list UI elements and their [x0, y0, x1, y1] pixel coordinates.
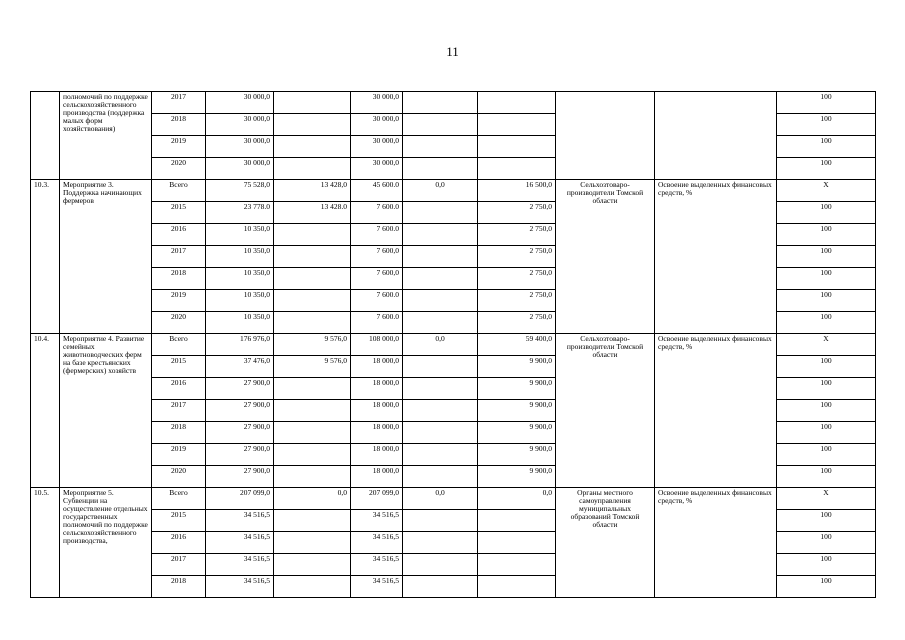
activity-name: полномочий по поддержке сельскохозяйственного производства (поддержка малых форм хозяйствования): [60, 92, 152, 180]
year-cell: 2015: [152, 356, 206, 378]
total-cell: 27 900,0: [206, 378, 274, 400]
regional-cell: 34 516,5: [351, 510, 403, 532]
executor-cell: Сельхозтоваро-производители Томской области: [556, 334, 655, 488]
extra-budget-cell: 2 750,0: [478, 246, 556, 268]
year-cell: 2016: [152, 224, 206, 246]
regional-cell: 7 600.0: [351, 224, 403, 246]
local-cell: [403, 246, 478, 268]
table-row: [31, 180, 876, 202]
regional-cell: 34 516,5: [351, 532, 403, 554]
extra-budget-cell: 2 750,0: [478, 224, 556, 246]
indicator-value-cell: 100: [777, 92, 876, 114]
total-cell: 10 350,0: [206, 312, 274, 334]
local-cell: [403, 378, 478, 400]
local-cell: [403, 202, 478, 224]
year-cell: 2017: [152, 554, 206, 576]
year-cell: 2019: [152, 136, 206, 158]
total-cell: 27 900,0: [206, 400, 274, 422]
local-cell: 0,0: [403, 180, 478, 202]
federal-cell: 13 428.0: [274, 202, 351, 224]
extra-budget-cell: [478, 576, 556, 598]
local-cell: [403, 422, 478, 444]
table-row: [31, 334, 876, 356]
regional-cell: 30 000,0: [351, 158, 403, 180]
federal-cell: [274, 268, 351, 290]
extra-budget-cell: 9 900,0: [478, 422, 556, 444]
year-cell: Всего: [152, 180, 206, 202]
total-cell: 34 516,5: [206, 510, 274, 532]
extra-budget-cell: 2 750,0: [478, 290, 556, 312]
indicator-value-cell: 100: [777, 400, 876, 422]
local-cell: [403, 400, 478, 422]
indicator-cell: Освоение выделенных финансовых средств, %: [655, 180, 777, 334]
year-cell: 2019: [152, 290, 206, 312]
indicator-value-cell: 100: [777, 444, 876, 466]
extra-budget-cell: [478, 92, 556, 114]
year-cell: 2020: [152, 466, 206, 488]
activity-number: 10.3.: [31, 180, 60, 334]
regional-cell: 207 099,0: [351, 488, 403, 510]
indicator-value-cell: 100: [777, 136, 876, 158]
extra-budget-cell: 59 400,0: [478, 334, 556, 356]
regional-cell: 30 000,0: [351, 114, 403, 136]
regional-cell: 7 600.0: [351, 312, 403, 334]
regional-cell: 30 000,0: [351, 136, 403, 158]
total-cell: 207 099,0: [206, 488, 274, 510]
total-cell: 30 000,0: [206, 158, 274, 180]
indicator-value-cell: 100: [777, 202, 876, 224]
federal-cell: [274, 224, 351, 246]
page-number: 11: [446, 44, 459, 59]
local-cell: [403, 268, 478, 290]
indicator-value-cell: 100: [777, 268, 876, 290]
indicator-value-cell: 100: [777, 224, 876, 246]
extra-budget-cell: [478, 510, 556, 532]
indicator-value-cell: 100: [777, 114, 876, 136]
local-cell: [403, 510, 478, 532]
table-row: [31, 92, 876, 114]
local-cell: [403, 290, 478, 312]
regional-cell: 18 000,0: [351, 444, 403, 466]
indicator-cell: [655, 92, 777, 180]
activity-name: Мероприятие 4. Развитие семейных животноводческих ферм на базе крестьянских (фермерских) хозяйств: [60, 334, 152, 488]
local-cell: [403, 444, 478, 466]
federal-cell: [274, 422, 351, 444]
extra-budget-cell: 9 900,0: [478, 400, 556, 422]
indicator-value-cell: 100: [777, 554, 876, 576]
total-cell: 27 900,0: [206, 444, 274, 466]
year-cell: 2017: [152, 92, 206, 114]
regional-cell: 7 600,0: [351, 268, 403, 290]
total-cell: 10 350,0: [206, 268, 274, 290]
extra-budget-cell: 2 750,0: [478, 202, 556, 224]
total-cell: 34 516,5: [206, 576, 274, 598]
federal-cell: 13 428,0: [274, 180, 351, 202]
extra-budget-cell: 16 500,0: [478, 180, 556, 202]
year-cell: 2018: [152, 268, 206, 290]
extra-budget-cell: [478, 136, 556, 158]
local-cell: [403, 136, 478, 158]
local-cell: [403, 92, 478, 114]
federal-cell: [274, 312, 351, 334]
activity-name: Мероприятие 3. Поддержка начинающих фермеров: [60, 180, 152, 334]
year-cell: 2016: [152, 532, 206, 554]
federal-cell: [274, 136, 351, 158]
indicator-value-cell: 100: [777, 576, 876, 598]
regional-cell: 45 600.0: [351, 180, 403, 202]
federal-cell: [274, 290, 351, 312]
regional-cell: 108 000,0: [351, 334, 403, 356]
indicator-value-cell: X: [777, 180, 876, 202]
activity-number: 10.5.: [31, 488, 60, 598]
total-cell: 75 528,0: [206, 180, 274, 202]
total-cell: 23 778.0: [206, 202, 274, 224]
local-cell: 0,0: [403, 488, 478, 510]
regional-cell: 18 000,0: [351, 356, 403, 378]
extra-budget-cell: 2 750,0: [478, 312, 556, 334]
year-cell: Всего: [152, 334, 206, 356]
local-cell: [403, 312, 478, 334]
year-cell: 2020: [152, 312, 206, 334]
year-cell: 2018: [152, 114, 206, 136]
total-cell: 10 350,0: [206, 290, 274, 312]
total-cell: 34 516,5: [206, 554, 274, 576]
indicator-cell: Освоение выделенных финансовых средств, %: [655, 488, 777, 598]
total-cell: 10 350,0: [206, 224, 274, 246]
federal-cell: [274, 554, 351, 576]
extra-budget-cell: 9 900,0: [478, 378, 556, 400]
local-cell: [403, 532, 478, 554]
federal-cell: [274, 444, 351, 466]
year-cell: Всего: [152, 488, 206, 510]
year-cell: 2019: [152, 444, 206, 466]
federal-cell: [274, 532, 351, 554]
local-cell: [403, 356, 478, 378]
regional-cell: 7 600.0: [351, 290, 403, 312]
indicator-value-cell: 100: [777, 378, 876, 400]
federal-cell: 9 576,0: [274, 356, 351, 378]
year-cell: 2015: [152, 202, 206, 224]
extra-budget-cell: 0,0: [478, 488, 556, 510]
federal-cell: [274, 400, 351, 422]
local-cell: [403, 158, 478, 180]
year-cell: 2018: [152, 422, 206, 444]
indicator-value-cell: 100: [777, 510, 876, 532]
federal-cell: [274, 466, 351, 488]
indicator-cell: Освоение выделенных финансовых средств, %: [655, 334, 777, 488]
regional-cell: 34 516,5: [351, 576, 403, 598]
local-cell: [403, 114, 478, 136]
indicator-value-cell: 100: [777, 466, 876, 488]
regional-cell: 18 000,0: [351, 400, 403, 422]
federal-cell: [274, 378, 351, 400]
year-cell: 2016: [152, 378, 206, 400]
total-cell: 27 900,0: [206, 466, 274, 488]
year-cell: 2015: [152, 510, 206, 532]
federal-cell: [274, 510, 351, 532]
activity-number: 10.4.: [31, 334, 60, 488]
extra-budget-cell: [478, 532, 556, 554]
indicator-value-cell: 100: [777, 246, 876, 268]
executor-cell: [556, 92, 655, 180]
year-cell: 2017: [152, 246, 206, 268]
extra-budget-cell: 9 900,0: [478, 466, 556, 488]
budget-table: [30, 91, 876, 598]
indicator-value-cell: 100: [777, 422, 876, 444]
regional-cell: 34 516,5: [351, 554, 403, 576]
total-cell: 34 516,5: [206, 532, 274, 554]
regional-cell: 7 600,0: [351, 246, 403, 268]
local-cell: [403, 576, 478, 598]
executor-cell: Сельхозтоваро-производители Томской области: [556, 180, 655, 334]
activity-number: [31, 92, 60, 180]
indicator-value-cell: X: [777, 334, 876, 356]
federal-cell: [274, 114, 351, 136]
total-cell: 30 000,0: [206, 114, 274, 136]
federal-cell: [274, 576, 351, 598]
regional-cell: 7 600.0: [351, 202, 403, 224]
total-cell: 10 350,0: [206, 246, 274, 268]
extra-budget-cell: 2 750,0: [478, 268, 556, 290]
indicator-value-cell: 100: [777, 290, 876, 312]
extra-budget-cell: 9 900,0: [478, 444, 556, 466]
federal-cell: [274, 246, 351, 268]
local-cell: [403, 224, 478, 246]
table-row: [31, 488, 876, 510]
extra-budget-cell: 9 900,0: [478, 356, 556, 378]
total-cell: 37 476,0: [206, 356, 274, 378]
year-cell: 2017: [152, 400, 206, 422]
year-cell: 2018: [152, 576, 206, 598]
extra-budget-cell: [478, 114, 556, 136]
federal-cell: 0,0: [274, 488, 351, 510]
local-cell: [403, 466, 478, 488]
total-cell: 27 900,0: [206, 422, 274, 444]
regional-cell: 18 000,0: [351, 378, 403, 400]
extra-budget-cell: [478, 158, 556, 180]
total-cell: 30 000,0: [206, 136, 274, 158]
regional-cell: 18 000,0: [351, 466, 403, 488]
activity-name: Мероприятие 5. Субвенции на осуществление отдельных государственных полномочий по поддержке сельскохозяйственного производства,: [60, 488, 152, 598]
regional-cell: 30 000,0: [351, 92, 403, 114]
indicator-value-cell: 100: [777, 356, 876, 378]
local-cell: [403, 554, 478, 576]
total-cell: 176 976,0: [206, 334, 274, 356]
indicator-value-cell: 100: [777, 312, 876, 334]
indicator-value-cell: 100: [777, 532, 876, 554]
local-cell: 0,0: [403, 334, 478, 356]
federal-cell: [274, 158, 351, 180]
executor-cell: Органы местного самоуправления муниципальных образований Томской области: [556, 488, 655, 598]
federal-cell: 9 576,0: [274, 334, 351, 356]
total-cell: 30 000,0: [206, 92, 274, 114]
federal-cell: [274, 92, 351, 114]
indicator-value-cell: X: [777, 488, 876, 510]
regional-cell: 18 000,0: [351, 422, 403, 444]
extra-budget-cell: [478, 554, 556, 576]
indicator-value-cell: 100: [777, 158, 876, 180]
year-cell: 2020: [152, 158, 206, 180]
